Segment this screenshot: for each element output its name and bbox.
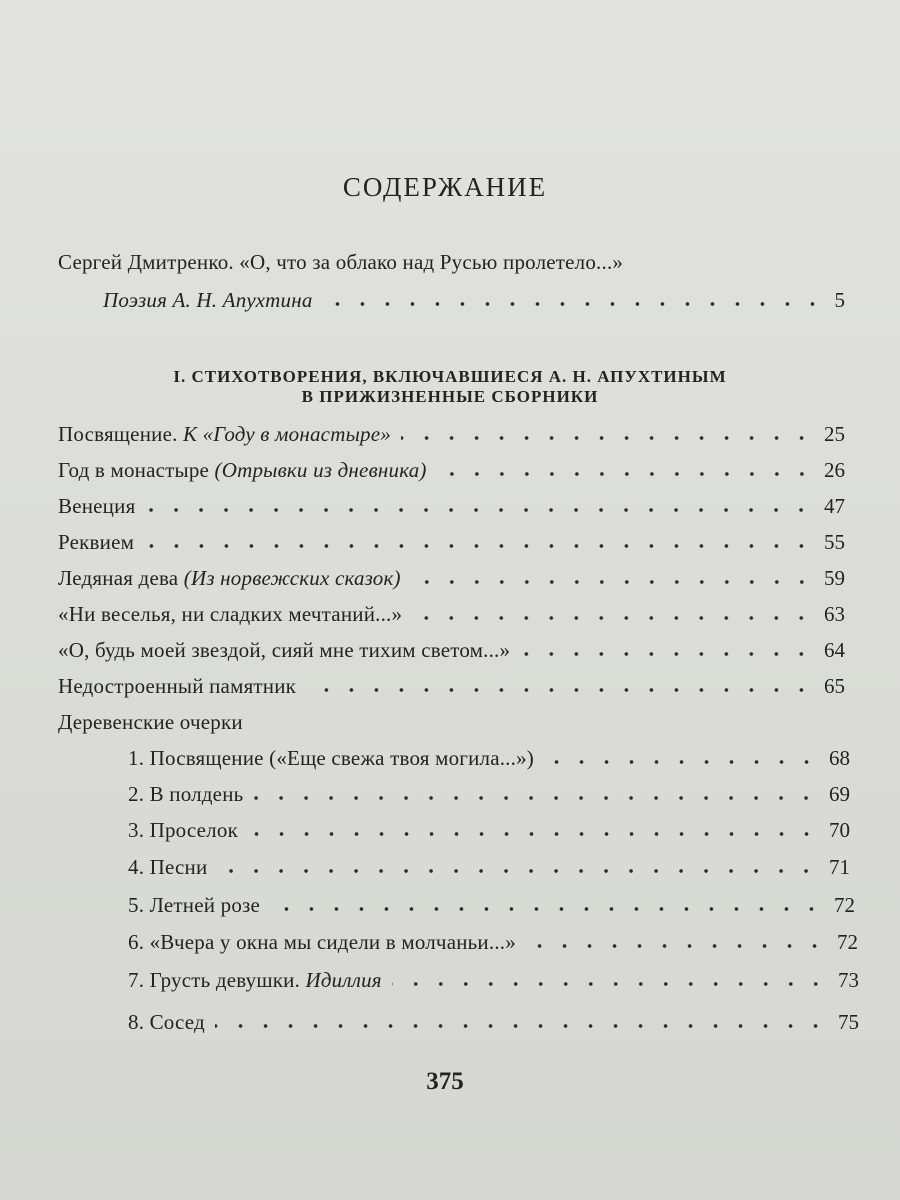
entry-title: 1. Посвящение («Еще свежа твоя могила...») [128,746,534,770]
toc-entry [58,530,845,555]
page-number: 25 [824,422,845,446]
group-title: Деревенские очерки [58,710,243,734]
page-number: 72 [834,893,855,917]
entry-title: 4. Песни [128,855,208,879]
page-title: СОДЕРЖАНИЕ [342,172,548,202]
entry-subtitle: (Из норвежских сказок) [183,566,401,590]
dot-leader [217,855,819,874]
entry-title: Венеция [58,494,136,518]
entry-title: 5. Летней розе [128,893,261,917]
entry-title: 3. Проселок [128,818,238,842]
entry-subtitle: (Отрывки из дневника) [214,458,427,482]
section-title-line2: В ПРИЖИЗНЕННЫЕ СБОРНИКИ [301,387,599,406]
toc-subentry [128,968,859,993]
dot-leader [215,1010,828,1029]
entry-title: Год в монастыре [58,458,215,482]
dot-leader [411,566,814,585]
section-title-line1: I. СТИХОТВОРЕНИЯ, ВКЛЮЧАВШИЕСЯ А. Н. АПУХТИНЫМ [173,367,727,386]
page-number: 68 [829,746,850,770]
entry-title: Реквием [58,530,135,554]
dot-leader [144,530,814,549]
toc-subentry [128,746,850,771]
dot-leader [145,494,814,513]
entry-subtitle: Идиллия [305,968,382,992]
entry-title: Посвящение. [58,422,183,446]
entry-title: 6. «Вчера у окна мы сидели в молчаньи...» [128,930,516,954]
intro-entry-line1 [58,250,623,275]
dot-leader [248,818,819,837]
dot-leader [526,930,827,949]
entry-title: Ледяная дева [58,566,184,590]
page-number: 47 [824,494,845,518]
toc-subentry [128,1010,859,1035]
dot-leader [392,968,828,987]
dot-leader [544,746,819,765]
page-number: 69 [829,782,850,806]
page-number: 70 [829,818,850,842]
toc-group-title [58,710,243,735]
entry-subtitle: К «Году в монастыре» [183,422,391,446]
page-number: 71 [829,855,850,879]
page-folio-number: 375 [426,1068,464,1095]
intro-subtitle: Поэзия А. Н. Апухтина [103,288,313,312]
dot-leader [437,458,814,477]
toc-subentry [128,782,850,807]
toc-entry [58,602,845,627]
dot-leader [520,638,814,657]
toc-entry [58,674,845,699]
page-number: 73 [838,968,859,992]
toc-subentry [128,818,850,843]
intro-entry-line2 [103,288,845,313]
page-number: 65 [824,674,845,698]
entry-title: «О, будь моей звездой, сияй мне тихим светом...» [58,638,511,662]
entry-title: «Ни веселья, ни сладких мечтаний...» [58,602,403,626]
page-number: 75 [838,1010,859,1034]
dot-leader [323,288,825,307]
entry-title: Недостроенный памятник [58,674,297,698]
dot-leader [306,674,814,693]
page-number: 72 [837,930,858,954]
page-number: 26 [824,458,845,482]
dot-leader [253,782,819,801]
toc-entry [58,494,845,519]
toc-entry [58,638,845,663]
page-number: 64 [824,638,845,662]
page-number: 59 [824,566,845,590]
toc-entry [58,458,845,483]
dot-leader [270,893,824,912]
entry-title: 8. Сосед [128,1010,205,1034]
page-number: 63 [824,602,845,626]
page-number: 5 [834,288,845,312]
dot-leader [401,422,814,441]
toc-subentry [128,855,850,880]
entry-title: 7. Грусть девушки. [128,968,306,992]
intro-title: Сергей Дмитренко. «О, что за облако над Русью пролетело...» [58,250,624,274]
page-number: 55 [824,530,845,554]
toc-entry [58,422,845,447]
dot-leader [412,602,814,621]
toc-entry [58,566,845,591]
toc-subentry [128,930,858,955]
toc-subentry [128,893,855,918]
entry-title: 2. В полдень [128,782,244,806]
